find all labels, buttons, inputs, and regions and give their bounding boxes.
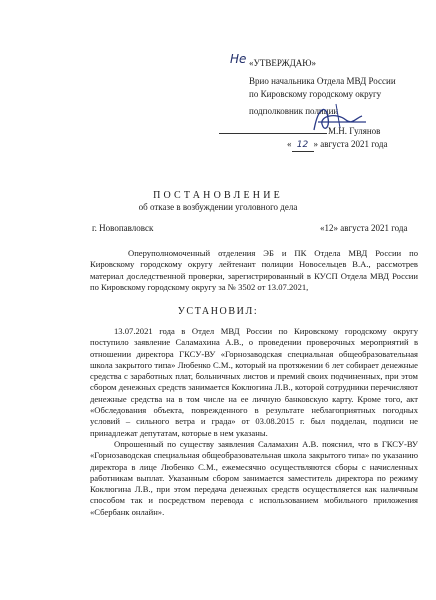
approval-date-open: « (287, 139, 292, 149)
intro-text: Оперуполномоченный отделения ЭБ и ПК Отдела МВД России по Кировскому городскому округу лейтенант полиции Новосельцев В.А., рассмотрев материал доследственной проверки, зарегистрированный в КУСП Отдела МВД России по Кировскому городскому округу за № 3502 от 13.07.2021, (90, 248, 418, 292)
document-title: ПОСТАНОВЛЕНИЕ (153, 190, 283, 201)
signature-line (219, 133, 327, 134)
document-date: «12» августа 2021 года (320, 223, 408, 233)
approval-position-line2: по Кировскому городскому округу (249, 89, 382, 99)
intro-paragraph (90, 248, 418, 293)
body-paragraph-2: Опрошенный по существу заявления Саламахин А.В. пояснил, что в ГКСУ-ВУ «Горнозаводская специальная общеобразовательная школа закрытого типа» по указанию директора в лице Любенко С.М., ежемесячно осуществляются сборы с начисленных работникам выплат. Указанным сбором занимается заместитель директора по режиму Коклюгина Л.В., при этом передача денежных средств осуществляется как наличным способом так и посредством перевода с использованием мобильного приложения «Сбербанк онлайн». (90, 438, 418, 517)
approval-heading: «УТВЕРЖДАЮ» (249, 58, 317, 68)
body-text (90, 326, 418, 518)
document-subtitle: об отказе в возбуждении уголовного дела (138, 202, 298, 212)
city: г. Новопавловск (92, 223, 154, 233)
approval-date-day: 12 (292, 140, 314, 152)
established-heading: УСТАНОВИЛ: (177, 306, 259, 317)
approval-name: М.Н. Гулянов (328, 126, 381, 136)
approval-date-rest: » августа 2021 года (313, 139, 388, 149)
body-paragraph-1: 13.07.2021 года в Отдел МВД России по Кировскому городскому округу поступило заявление Саламахина А.В., о проведении проверочных мероприятий в отношении директора ГКСУ-ВУ «Горнозаводская специальная общеобразовательная школа закрытого типа» Любенко С.М., который на протяжении 6 лет собирает денежные средства с заработных плат, больничных листов и премий своих подчиненных, при этом сбором денежных средств занимается Коклюгина Л.В., которой сотрудники перечисляют денежные средства на в том числе на ее личную банковскую карту. Кроме того, акт «Обследования объекта, поврежденного в результате неблагоприятных погодных условий – сильного ветра и града» от 03.08.2015 г. был подделан, подписи не принадлежат депутатам, которые в нем указаны. (90, 326, 418, 438)
approval-position-line1: Врио начальника Отдела МВД России (249, 76, 396, 86)
approval-date (287, 139, 388, 152)
handwritten-mark: Не (230, 52, 247, 66)
approval-rank: подполковник полиции (249, 106, 339, 116)
